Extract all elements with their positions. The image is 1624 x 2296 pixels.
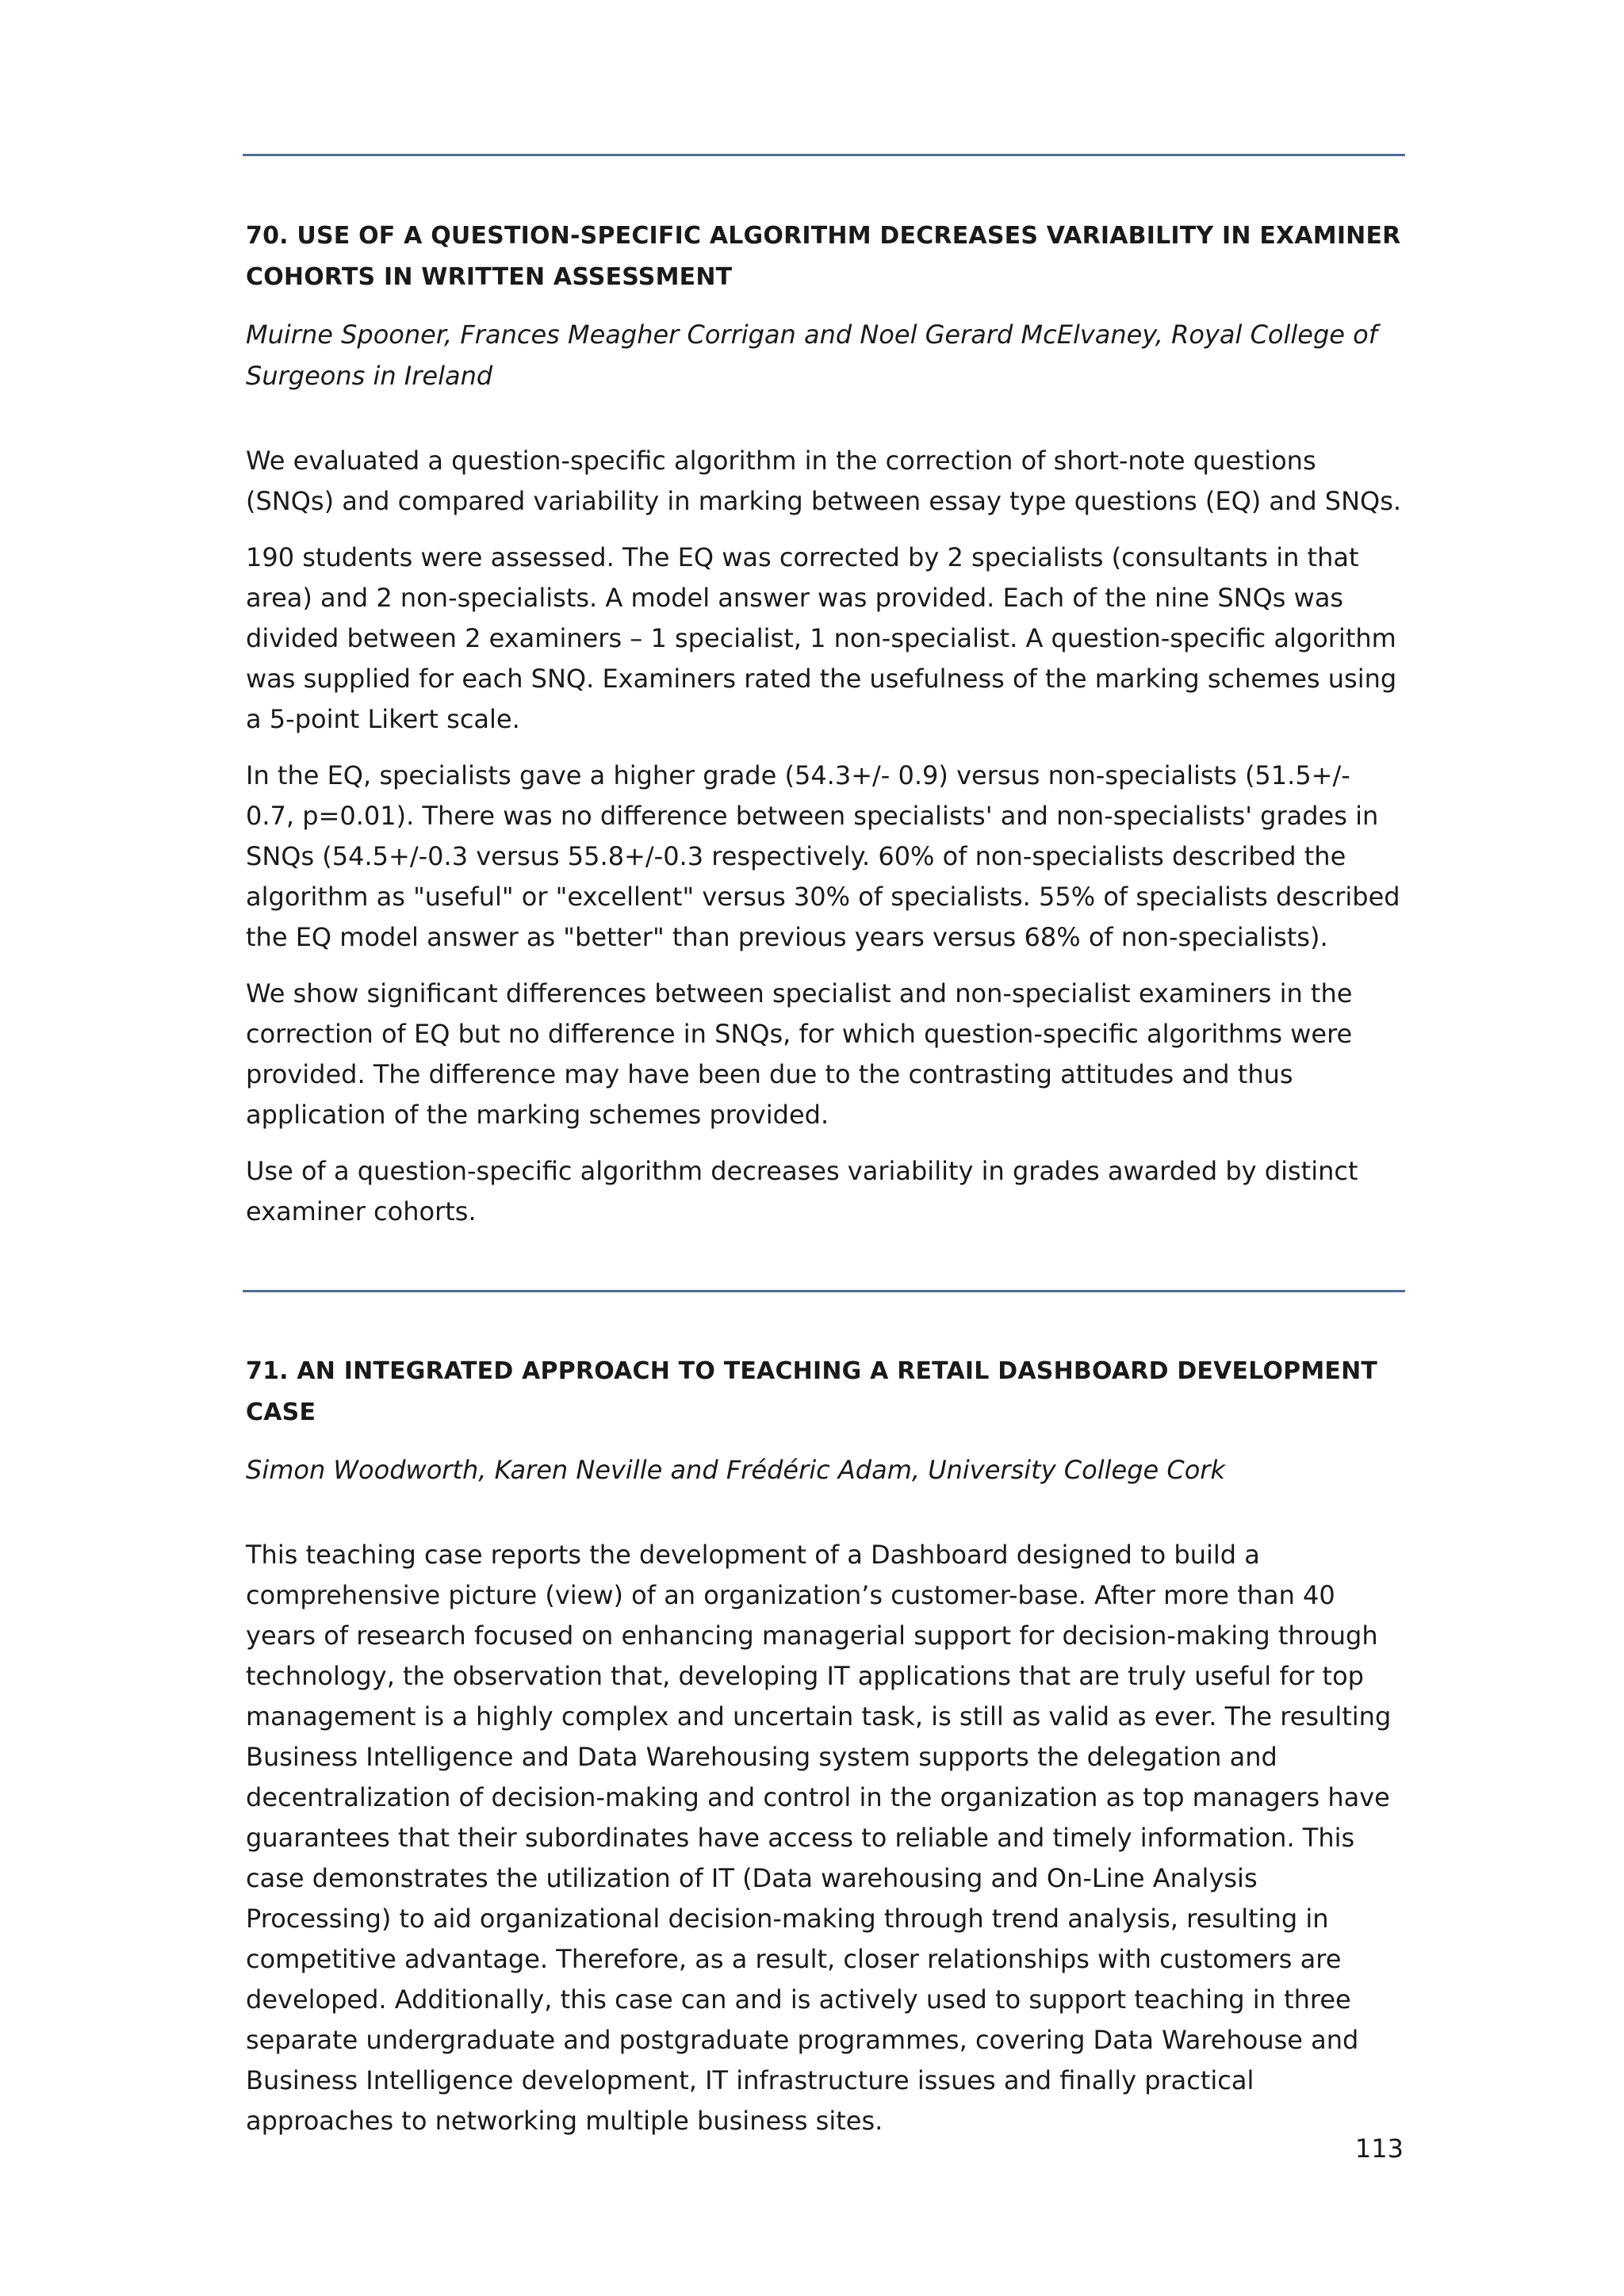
- abstract-paragraph: Use of a question-specific algorithm decreases variability in grades awarded by distinct examiner cohorts.: [246, 1156, 1358, 1226]
- abstract-body: [246, 1535, 1405, 2141]
- abstract-paragraph: We show significant differences between specialist and non-specialist examiners in the correction of EQ but no difference in SNQs, for which question-specific algorithms were provided. The difference may have been due to the contrasting attitudes and thus application of the marking schemes provided.: [246, 978, 1353, 1130]
- page-number: 113: [1354, 2133, 1404, 2164]
- abstract-71: [246, 1351, 1405, 2157]
- abstract-title-line1: 70. USE OF A QUESTION-SPECIFIC ALGORITHM DECREASES VARIABILITY IN EXAMINER: [246, 222, 1401, 250]
- abstract-paragraph: In the EQ, specialists gave a higher grade (54.3+/- 0.9) versus non-specialists (51.5+/- 0.7, p=0.01). There was no difference between specialists' and non-specialists' grades in SNQs (54.5+/-0.3 versus 55.8+/-0.3 respectively. 60% of non-specialists described the algorithm as "useful" or "excellent" versus 30% of specialists. 55% of specialists described the EQ model answer as "better" than previous years versus 68% of non-specialists).: [246, 760, 1400, 952]
- abstract-authors: Simon Woodworth, Karen Neville and Frédéric Adam, University College Cork: [246, 1455, 1225, 1485]
- abstract-authors: Muirne Spooner, Frances Meagher Corrigan and Noel Gerard McElvaney, Royal College of Surgeons in Ireland: [246, 320, 1377, 391]
- abstract-70: [246, 216, 1405, 1248]
- abstract-paragraph: We evaluated a question-specific algorithm in the correction of short-note questions (SNQs) and compared variability in marking between essay type questions (EQ) and SNQs.: [246, 446, 1402, 516]
- abstract-body: [246, 441, 1405, 1232]
- abstract-title-line1: 71. AN INTEGRATED APPROACH TO TEACHING A RETAIL DASHBOARD DEVELOPMENT CASE: [246, 1357, 1378, 1426]
- abstract-title-line2: COHORTS IN WRITTEN ASSESSMENT: [246, 263, 733, 291]
- section-divider-middle: [243, 1290, 1405, 1292]
- abstract-paragraph: This teaching case reports the development of a Dashboard designed to build a comprehensive picture (view) of an organization’s customer-base. After more than 40 years of research focused on enhancing managerial support for decision-making through technology, the observation that, developing IT applications that are truly useful for top management is a highly complex and uncertain task, is still as valid as ever. The resulting Business Intelligence and Data Warehousing system supports the delegation and decentralization of decision-making and control in the organization as top managers have guarantees that their subordinates have access to reliable and timely information. This case demonstrates the utilization of IT (Data warehousing and On-Line Analysis Processing) to aid organizational decision-making through trend analysis, resulting in competitive advantage. Therefore, as a result, closer relationships with customers are developed. Additionally, this case can and is actively used to support teaching in three separate undergraduate and postgraduate programmes, covering Data Warehouse and Business Intelligence development, IT infrastructure issues and finally practical approaches to networking multiple business sites.: [246, 1540, 1392, 2136]
- abstract-title: [246, 216, 1405, 298]
- abstract-title: [246, 1351, 1405, 1433]
- section-divider-top: [243, 154, 1405, 156]
- abstract-paragraph: 190 students were assessed. The EQ was corrected by 2 specialists (consultants in that area) and 2 non-specialists. A model answer was provided. Each of the nine SNQs was divided between 2 examiners – 1 specialist, 1 non-specialist. A question-specific algorithm was supplied for each SNQ. Examiners rated the usefulness of the marking schemes using a 5-point Likert scale.: [246, 542, 1397, 734]
